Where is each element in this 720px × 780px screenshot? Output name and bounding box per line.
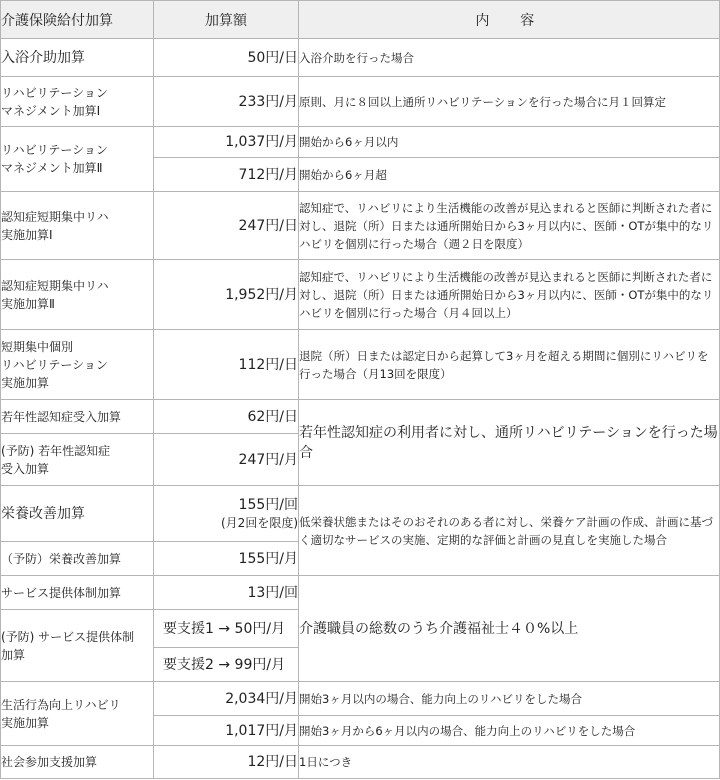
row-desc: 開始から6ヶ月超 [299,158,720,192]
row-amount: 13円/回 [154,576,299,610]
row-name: 生活行為向上リハビリ 実施加算 [1,682,154,746]
table-row [1,400,720,434]
row-amount: 112円/日 [154,330,299,400]
row-amount: 12円/日 [154,746,299,779]
row-name: サービス提供体制加算 [1,576,154,610]
row-desc: 1日につき [299,746,720,779]
header-desc: 内 容 [299,1,720,39]
row-name: 入浴介助加算 [1,39,154,77]
row-name: 栄養改善加算 [1,486,154,542]
row-amount: 1,017円/月 [154,716,299,746]
row-name: (予防) サービス提供体制 加算 [1,610,154,682]
row-name: （予防）栄養改善加算 [1,542,154,576]
row-desc: 開始3ヶ月から6ヶ月以内の場合、能力向上のリハビリをした場合 [299,716,720,746]
row-desc: 原則、月に８回以上通所リハビリテーションを行った場合に月１回算定 [299,77,720,127]
table-row [1,260,720,330]
row-amount: 62円/日 [154,400,299,434]
amount-main: 155円/回 [238,496,298,513]
row-desc: 開始3ヶ月以内の場合、能力向上のリハビリをした場合 [299,682,720,716]
row-amount: 要支援1 → 50円/月 [154,610,299,648]
row-amount: 要支援2 → 99円/月 [154,648,299,682]
table-row [1,77,720,127]
table-row [1,127,720,158]
row-amount: 247円/日 [154,192,299,260]
row-amount: 1,037円/月 [154,127,299,158]
row-amount: 233円/月 [154,77,299,127]
table-row [1,486,720,542]
row-desc: 入浴介助を行った場合 [299,39,720,77]
header-row [1,1,720,39]
row-amount: 155円/月 [154,542,299,576]
table-row [1,682,720,716]
row-name: リハビリテーション マネジメント加算Ⅰ [1,77,154,127]
row-amount [154,486,299,542]
table-row [1,192,720,260]
row-amount: 712円/月 [154,158,299,192]
row-amount: 2,034円/月 [154,682,299,716]
row-desc: 若年性認知症の利用者に対し、通所リハビリテーションを行った場合 [299,400,720,486]
row-desc: 認知症で、リハビリにより生活機能の改善が見込まれると医師に判断された者に対し、退院（所）日または通所開始日から3ヶ月以内に、医師・OTが集中的なリハビリを個別に行った場合（月４回以上） [299,260,720,330]
row-amount: 50円/日 [154,39,299,77]
amount-note: (月2回を限度) [221,515,298,530]
row-name: 社会参加支援加算 [1,746,154,779]
row-desc: 退院（所）日または認定日から起算して3ヶ月を超える期間に個別にリハビリを行った場合（月13回を限度） [299,330,720,400]
table-row [1,330,720,400]
row-name: 認知症短期集中リハ 実施加算Ⅱ [1,260,154,330]
row-name: (予防) 若年性認知症 受入加算 [1,434,154,486]
row-desc: 認知症で、リハビリにより生活機能の改善が見込まれると医師に判断された者に対し、退院（所）日または通所開始日から3ヶ月以内に、医師・OTが集中的なリハビリを個別に行った場合（週２日を限度） [299,192,720,260]
row-desc: 開始から6ヶ月以内 [299,127,720,158]
header-amount: 加算額 [154,1,299,39]
table-row [1,39,720,77]
header-name: 介護保険給付加算 [1,1,154,39]
row-name: 認知症短期集中リハ 実施加算Ⅰ [1,192,154,260]
row-amount: 247円/月 [154,434,299,486]
row-name: 短期集中個別 リハビリテーション 実施加算 [1,330,154,400]
row-name: 若年性認知症受入加算 [1,400,154,434]
table-row [1,746,720,779]
row-desc: 低栄養状態またはそのおそれのある者に対し、栄養ケア計画の作成、計画に基づく適切なサービスの実施、定期的な評価と計画の見直しを実施した場合 [299,486,720,576]
row-amount: 1,952円/月 [154,260,299,330]
row-name: リハビリテーション マネジメント加算Ⅱ [1,127,154,192]
row-desc: 介護職員の総数のうち介護福祉士４０%以上 [299,576,720,682]
table-row [1,576,720,610]
